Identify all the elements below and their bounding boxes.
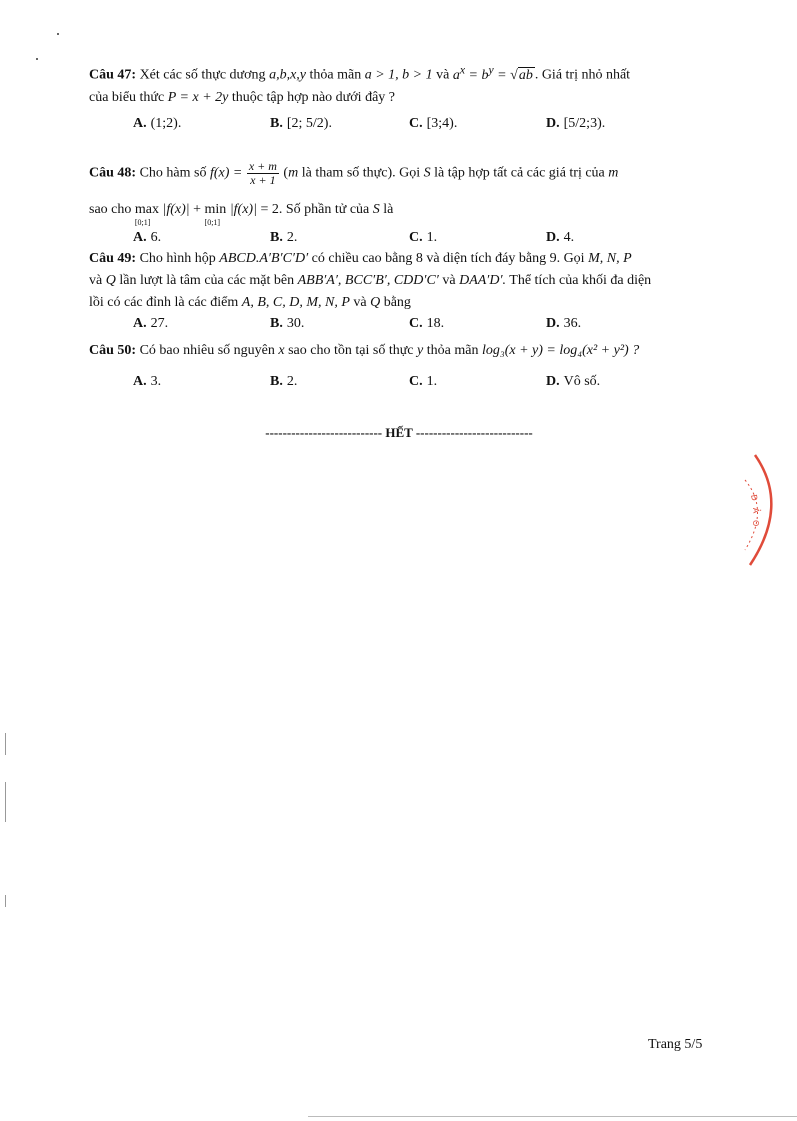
math-points: A, B, C, D, M, N, P	[241, 295, 350, 310]
question-text: (	[283, 165, 289, 181]
option-d[interactable]: D. [5/2;3).	[546, 116, 606, 131]
question-text: Cho hình hộp	[139, 251, 216, 266]
math-abs: |f(x)|	[162, 202, 190, 217]
math-function: f(x) =	[209, 165, 243, 181]
math-expression: P = x + 2y	[167, 89, 229, 105]
option-d[interactable]: D. 4.	[546, 230, 575, 245]
question-text: thỏa mãn	[426, 343, 479, 358]
math-condition: a > 1, b > 1	[364, 67, 433, 83]
option-b[interactable]: B. 2.	[270, 374, 298, 389]
math-box: ABCD.A′B′C′D′	[219, 251, 309, 266]
question-text: là tập hợp tất cả các giá trị của	[434, 165, 605, 181]
math-point: Q	[105, 273, 116, 288]
bottom-rule	[308, 1116, 797, 1117]
fraction: $\frac{x + m}{x + 1}$	[248, 159, 277, 187]
math-points: M, N, P	[588, 251, 632, 266]
question-text: là	[383, 202, 394, 217]
options-50	[0, 374, 797, 398]
svg-text:O: O	[751, 520, 760, 527]
question-text: và	[436, 67, 450, 83]
red-stamp-fragment	[735, 450, 795, 575]
question-label: Câu 49:	[89, 251, 137, 266]
math-param: m	[608, 165, 619, 181]
math-var: y	[417, 343, 424, 358]
question-text: Thể tích của khối đa diện	[509, 273, 652, 288]
question-text: của biểu thức	[89, 89, 165, 105]
math-faces: ABB′A′, BCC′B′, CDD′C′	[297, 273, 439, 288]
question-text: và	[442, 273, 456, 288]
question-48	[89, 160, 714, 187]
option-c[interactable]: C. 1.	[409, 374, 438, 389]
question-text: Có bao nhiêu số nguyên	[139, 343, 275, 358]
math-equation: = 2.	[260, 202, 283, 217]
svg-text:Đ: Đ	[749, 493, 759, 502]
math-set: S	[423, 165, 431, 181]
question-text: lần lượt là tâm của các mặt bên	[119, 273, 295, 288]
question-text: bằng	[383, 295, 411, 310]
min-operator: min [0;1]	[204, 202, 227, 227]
question-label: Câu 47:	[89, 67, 137, 83]
math-equation: log₃(x + y) = log₄(x² + y²) ?	[481, 343, 640, 358]
svg-text:Ả: Ả	[751, 507, 761, 514]
question-text: có chiều cao bằng 8 và diện tích đáy bằng 9. Gọi	[311, 251, 585, 266]
question-50	[89, 340, 714, 362]
scan-mark	[5, 733, 6, 755]
question-text: và	[353, 295, 367, 310]
question-text: . Giá trị nhỏ nhất	[534, 67, 631, 83]
scan-dot	[36, 58, 38, 60]
question-text: lồi có các đỉnh là các điểm	[89, 295, 239, 310]
question-label: Câu 50:	[89, 343, 137, 358]
math-abs: |f(x)|	[229, 202, 257, 217]
option-a[interactable]: A. 3.	[133, 374, 162, 389]
option-b[interactable]: B. [2; 5/2).	[270, 116, 332, 131]
options-47	[0, 116, 797, 140]
scan-dot	[57, 33, 59, 35]
question-49	[89, 248, 714, 314]
math-equation: $a^x = b^y = √ab$	[452, 63, 533, 83]
math-param: m	[288, 165, 299, 181]
option-c[interactable]: C. [3;4).	[409, 116, 458, 131]
question-label: Câu 48:	[89, 165, 137, 181]
math-face: DAA′D′.	[459, 273, 507, 288]
question-text: là tham số thực). Gọi	[301, 165, 421, 181]
math-point: Q	[370, 295, 381, 310]
option-a[interactable]: A. (1;2).	[133, 116, 182, 131]
option-c[interactable]: C. 18.	[409, 316, 445, 331]
option-a[interactable]: A. 6.	[133, 230, 162, 245]
question-text: thuộc tập hợp nào dưới đây ?	[231, 89, 395, 105]
question-text: sao cho tồn tại số thực	[288, 343, 414, 358]
option-a[interactable]: A. 27.	[133, 316, 169, 331]
question-47	[89, 59, 714, 109]
question-48-line2: sao cho max [0;1] |f(x)| + min [0;1] |f(x)| = 2. Số phần tử của S là	[89, 199, 714, 221]
math-set: S	[372, 202, 380, 217]
math-var: x	[278, 343, 285, 358]
scan-mark	[5, 782, 6, 822]
math-vars: a,b,x,y	[269, 67, 306, 83]
scan-mark	[5, 895, 6, 907]
page-number: Trang 5/5	[648, 1037, 703, 1052]
max-operator: max [0;1]	[134, 202, 159, 227]
option-d[interactable]: D. Vô số.	[546, 374, 601, 389]
end-marker: --------------------------- HẾT ---------------------------	[265, 425, 533, 440]
option-b[interactable]: B. 2.	[270, 230, 298, 245]
option-b[interactable]: B. 30.	[270, 316, 305, 331]
question-text: Cho hàm số	[139, 165, 207, 181]
question-text: sao cho	[89, 202, 132, 217]
option-d[interactable]: D. 36.	[546, 316, 582, 331]
question-text: và	[89, 273, 103, 288]
question-text: Xét các số thực dương	[139, 67, 266, 83]
question-text: Số phần tử của	[285, 202, 370, 217]
question-text: thỏa mãn	[309, 67, 362, 83]
option-c[interactable]: C. 1.	[409, 230, 438, 245]
options-49	[0, 316, 797, 340]
